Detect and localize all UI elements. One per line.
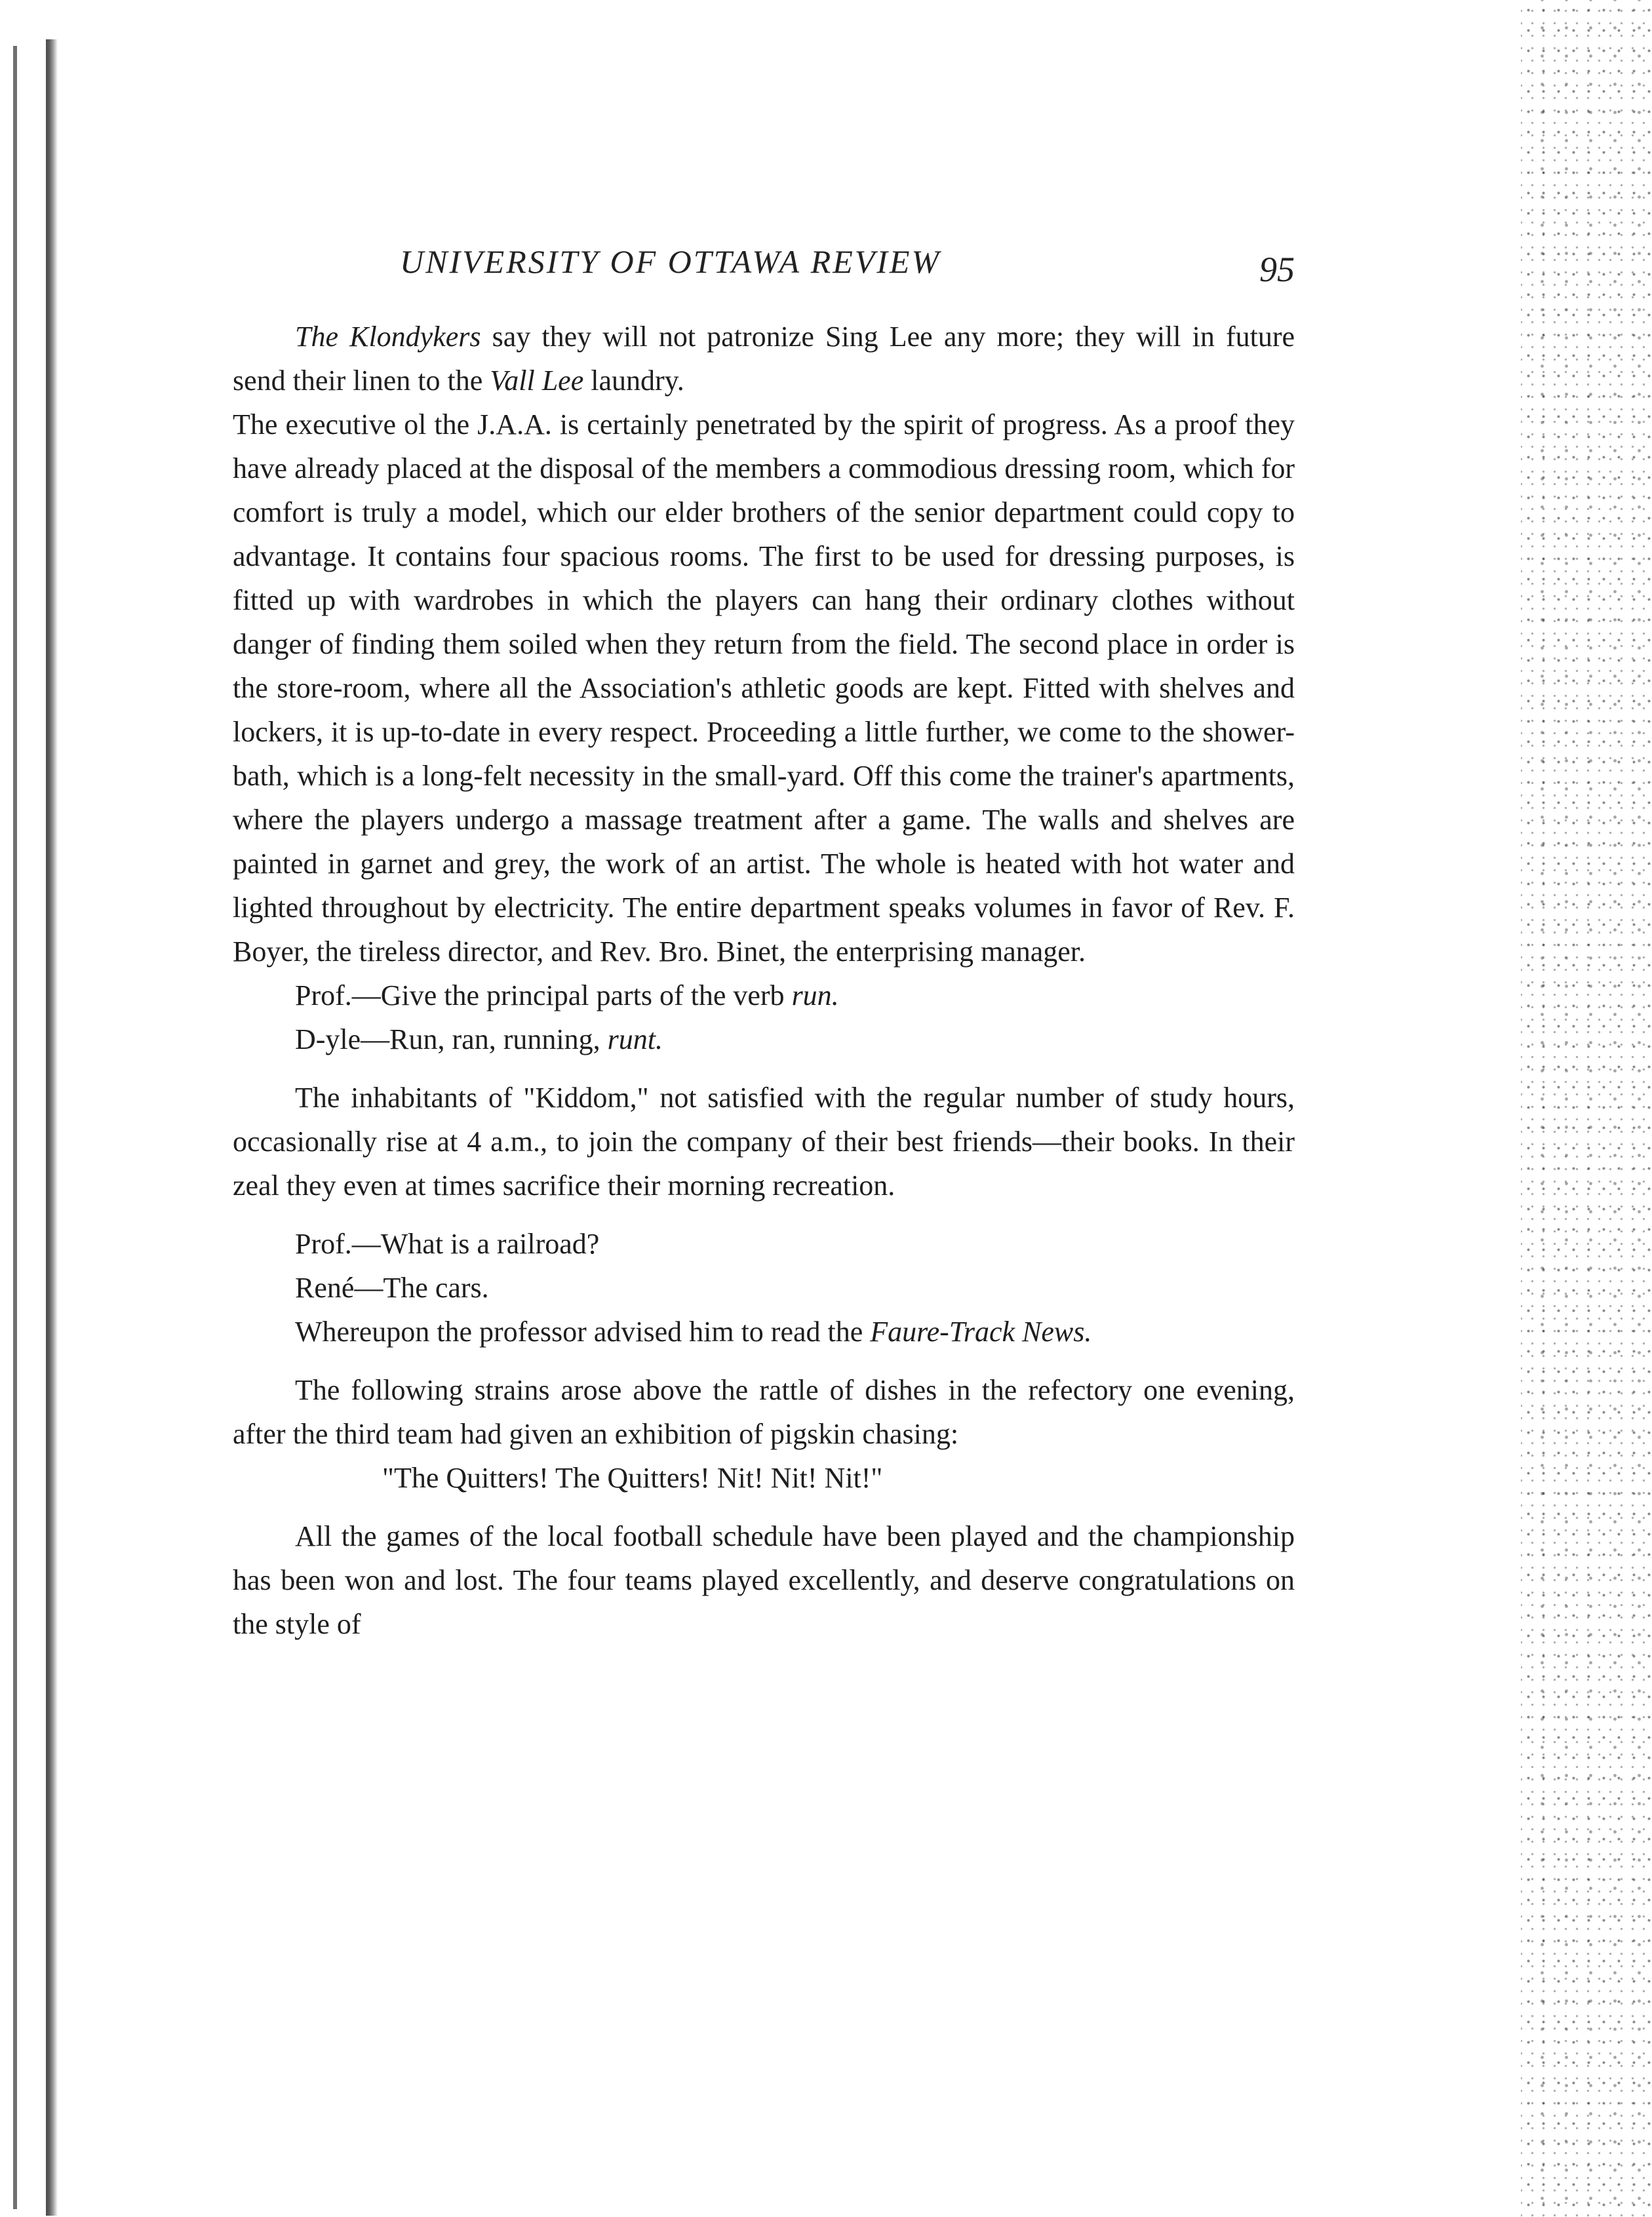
text-segment: D-yle—Run, ran, running, bbox=[295, 1023, 608, 1055]
running-title: UNIVERSITY OF OTTAWA REVIEW bbox=[400, 243, 941, 280]
paragraph-dressing-room bbox=[233, 402, 1295, 973]
paragraph-prof-railroad bbox=[233, 1222, 1295, 1266]
text-segment: run. bbox=[791, 979, 839, 1011]
running-head bbox=[233, 243, 1295, 295]
text-segment: Faure-Track News. bbox=[870, 1316, 1092, 1348]
scan-noise-edge bbox=[1521, 0, 1652, 2217]
text-segment: runt. bbox=[607, 1023, 663, 1055]
text-segment: The inhabitants of "Kiddom," not satisfied with the regular number of study hours, occasionally rise at 4 a.m., to join the company of their best friends—their books. In their zeal they even at times sacrifice their morning recreation. bbox=[233, 1082, 1295, 1202]
text-segment: The executive ol the J.A.A. is certainly penetrated by the spirit of progress. As a proof they have already placed at the disposal of the members a commodious dressing room, which for comfort is truly a model, which our elder brothers of the senior department could copy to advantage. It contains four spacious rooms. The first to be used for dressing purposes, is fitted up with wardrobes in which the players can hang their ordinary clothes without danger of finding them soiled when they return from the field. The second place in order is the store-room, where all the Association's athletic goods are kept. Fitted with shelves and lockers, it is up-to-date in every respect. Proceeding a little further, we come to the shower-bath, which is a long-felt necessity in the small-yard. Off this come the trainer's apartments, where the players undergo a massage treatment after a game. The walls and shelves are painted in garnet and grey, the work of an artist. The whole is heated with hot water and lighted throughout by electricity. The entire department speaks volumes in favor of Rev. F. Boyer, the tireless director, and Rev. Bro. Binet, the enterprising manager. bbox=[233, 408, 1295, 968]
text-segment: Whereupon the professor advised him to read the bbox=[295, 1316, 871, 1348]
text-segment: Prof.—Give the principal parts of the verb bbox=[295, 979, 792, 1011]
paragraph-quitters-chant bbox=[233, 1456, 1295, 1500]
paragraph-rene-cars bbox=[233, 1266, 1295, 1310]
scan-binding-edge bbox=[46, 39, 58, 2216]
text-segment: say they will not patronize Sing Lee any more; they will in future send their linen to the bbox=[233, 321, 1295, 397]
page-number: 95 bbox=[1259, 250, 1295, 289]
text-segment: Vall Lee bbox=[490, 364, 584, 397]
body-text bbox=[233, 315, 1295, 1646]
paragraph-prof-run bbox=[233, 973, 1295, 1017]
text-segment: Prof.—What is a railroad? bbox=[295, 1228, 600, 1260]
paragraph-kiddom bbox=[233, 1076, 1295, 1207]
paragraph-football-schedule bbox=[233, 1514, 1295, 1646]
paragraph-following-strains bbox=[233, 1368, 1295, 1456]
text-segment: The following strains arose above the rattle of dishes in the refectory one evening, after the third team had given an exhibition of pigskin chasing: bbox=[233, 1374, 1295, 1450]
text-segment: "The Quitters! The Quitters! Nit! Nit! Nit!" bbox=[382, 1462, 883, 1494]
paragraph-faure-track bbox=[233, 1310, 1295, 1354]
text-segment: René—The cars. bbox=[295, 1272, 489, 1304]
paragraph-dyle-run bbox=[233, 1017, 1295, 1061]
text-segment: The Klondykers bbox=[295, 321, 481, 353]
text-segment: laundry. bbox=[583, 364, 684, 397]
paragraph-klondykers bbox=[233, 315, 1295, 402]
text-segment: All the games of the local football schedule have been played and the championship has been won and lost. The four teams played excellently, and deserve congratulations on the style of bbox=[233, 1520, 1295, 1640]
scan-binding-shadow bbox=[13, 46, 17, 2209]
document-page bbox=[233, 243, 1295, 1646]
